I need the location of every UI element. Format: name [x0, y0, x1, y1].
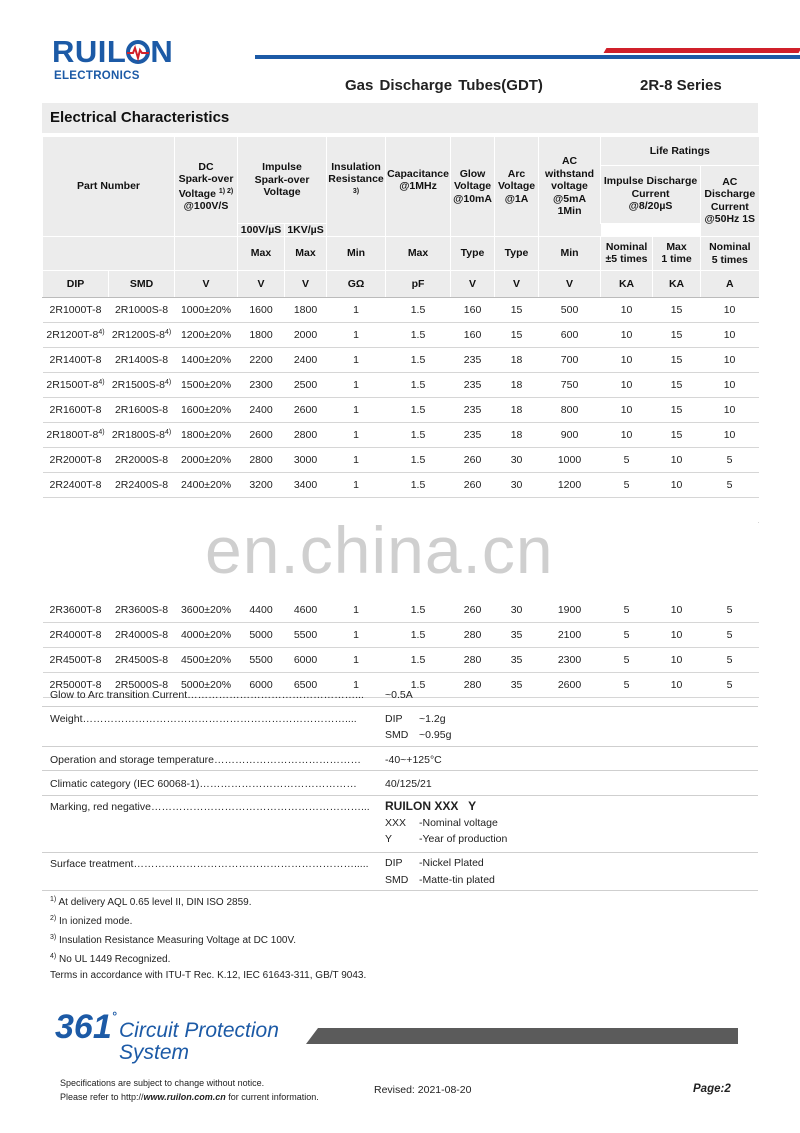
cell-nom: 5 — [601, 448, 653, 473]
cell-cap: 1.5 — [386, 348, 451, 373]
cell-ins: 1 — [327, 398, 386, 423]
cell-i100: 5500 — [238, 648, 285, 673]
cell-dip: 2R2400T-8 — [43, 473, 109, 498]
marking-label: Marking, red negative……………………………………………………... — [50, 801, 370, 813]
brand-name-left: RUIL — [52, 34, 127, 69]
cell-ac: 500 — [539, 298, 601, 323]
revised-date: Revised: 2021-08-20 — [374, 1084, 472, 1096]
cell-dc: 4500±20% — [175, 648, 238, 673]
cell-arc: 30 — [495, 598, 539, 623]
cell-ins: 1 — [327, 323, 386, 348]
cell-arc: 30 — [495, 448, 539, 473]
unit-imp100: V — [238, 271, 285, 298]
cell-smd: 2R1800S-8$^{4)}$ — [109, 423, 175, 448]
unit-max: KA — [653, 271, 701, 298]
cell-max: 15 — [653, 348, 701, 373]
brand-subtitle: ELECTRONICS — [54, 70, 140, 82]
cell-dip: 2R1600T-8 — [43, 398, 109, 423]
cell-i1k: 1800 — [285, 298, 327, 323]
weight-row — [42, 707, 758, 747]
unit-nom: KA — [601, 271, 653, 298]
cell-cap: 1.5 — [386, 598, 451, 623]
cell-i1k: 6000 — [285, 648, 327, 673]
table-row — [43, 323, 759, 348]
footer-cps-text: Circuit Protection System — [119, 1019, 279, 1064]
q-ac: Min — [539, 237, 601, 271]
cell-max: 10 — [653, 598, 701, 623]
section-title: Electrical Characteristics — [50, 109, 230, 126]
cell-nom: 5 — [601, 648, 653, 673]
cell-i1k: 2600 — [285, 398, 327, 423]
header-ac-discharge: AC Discharge Current @50Hz 1S — [701, 165, 759, 237]
table-row — [43, 648, 759, 673]
cell-dip: 2R4000T-8 — [43, 623, 109, 648]
cell-arc: 18 — [495, 398, 539, 423]
surface-dip: DIP -Nickel Plated — [385, 857, 484, 869]
cell-i100: 6000 — [238, 673, 285, 698]
surface-row — [42, 853, 758, 891]
table-row — [43, 623, 759, 648]
q-max: Max 1 time — [653, 237, 701, 271]
unit-smd: SMD — [109, 271, 175, 298]
unit-imp1k: V — [285, 271, 327, 298]
header-part-number: Part Number — [43, 137, 175, 237]
cell-acd: 10 — [701, 398, 759, 423]
cell-cap: 1.5 — [386, 473, 451, 498]
table-row — [43, 348, 759, 373]
cell-i1k: 4600 — [285, 598, 327, 623]
cell-glow: 235 — [451, 398, 495, 423]
cell-i1k: 2500 — [285, 373, 327, 398]
unit-dip: DIP — [43, 271, 109, 298]
cell-dc: 5000±20% — [175, 673, 238, 698]
cell-nom: 5 — [601, 473, 653, 498]
cell-smd: 2R4000S-8 — [109, 623, 175, 648]
cell-i100: 2400 — [238, 398, 285, 423]
cell-ins: 1 — [327, 623, 386, 648]
table-row — [43, 423, 759, 448]
page-number: Page:2 — [693, 1083, 731, 1095]
footnote: $^{1)}$ At delivery AQL 0.65 level II, DIN ISO 2859. — [50, 896, 252, 908]
cell-cap: 1.5 — [386, 673, 451, 698]
table-row — [43, 298, 759, 323]
cell-ins: 1 — [327, 448, 386, 473]
header-imp-1kv: 1KV/µS — [285, 223, 327, 237]
q-glow: Type — [451, 237, 495, 271]
marking-xxx: XXX -Nominal voltage — [385, 817, 498, 829]
cell-smd: 2R3600S-8 — [109, 598, 175, 623]
cell-smd: 2R2000S-8 — [109, 448, 175, 473]
cell-arc: 15 — [495, 323, 539, 348]
unit-ins: GΩ — [327, 271, 386, 298]
cell-dc: 1500±20% — [175, 373, 238, 398]
cell-i100: 2800 — [238, 448, 285, 473]
cell-arc: 18 — [495, 348, 539, 373]
header-rule-blue — [255, 55, 800, 59]
cell-ins: 1 — [327, 473, 386, 498]
weight-dip: DIP ~1.2g — [385, 713, 446, 725]
glow-arc-value: ~0.5A — [385, 689, 413, 701]
cell-acd: 10 — [701, 298, 759, 323]
header-insulation: Insulation Resistance $^{3)}$ — [327, 137, 386, 237]
cell-dc: 2400±20% — [175, 473, 238, 498]
cell-cap: 1.5 — [386, 648, 451, 673]
marking-row — [42, 796, 758, 853]
cell-smd: 2R2400S-8 — [109, 473, 175, 498]
cell-arc: 15 — [495, 298, 539, 323]
cell-smd: 2R1500S-8$^{4)}$ — [109, 373, 175, 398]
header-accent-red — [604, 48, 800, 53]
cell-max: 15 — [653, 298, 701, 323]
footer-note: Specifications are subject to change without notice. Please refer to http://www.ruilon.com.cn for current information. — [60, 1078, 319, 1102]
cell-nom: 5 — [601, 673, 653, 698]
cell-glow: 260 — [451, 448, 495, 473]
cell-i100: 1600 — [238, 298, 285, 323]
cell-arc: 35 — [495, 673, 539, 698]
footnote: $^{3)}$ Insulation Resistance Measuring Voltage at DC 100V. — [50, 934, 297, 946]
cell-dip: 2R1500T-8$^{4)}$ — [43, 373, 109, 398]
cell-glow: 280 — [451, 648, 495, 673]
cell-nom: 10 — [601, 423, 653, 448]
cell-smd: 2R5000S-8 — [109, 673, 175, 698]
cell-dc: 1600±20% — [175, 398, 238, 423]
brand-name-right: N — [150, 34, 174, 69]
header-arc-voltage: Arc Voltage @1A — [495, 137, 539, 237]
cell-cap: 1.5 — [386, 423, 451, 448]
cell-smd: 2R1000S-8 — [109, 298, 175, 323]
cell-ins: 1 — [327, 648, 386, 673]
header-blank-dc — [175, 237, 238, 271]
cell-cap: 1.5 — [386, 448, 451, 473]
cell-acd: 5 — [701, 598, 759, 623]
cell-ac: 900 — [539, 423, 601, 448]
terms: Terms in accordance with ITU-T Rec. K.12, IEC 61643-311, GB/T 9043. — [50, 970, 367, 981]
cell-ac: 600 — [539, 323, 601, 348]
cell-cap: 1.5 — [386, 398, 451, 423]
glow-arc-row — [42, 683, 758, 707]
cell-i1k: 3400 — [285, 473, 327, 498]
unit-glow: V — [451, 271, 495, 298]
cell-i1k: 2400 — [285, 348, 327, 373]
cell-glow: 235 — [451, 423, 495, 448]
cell-arc: 35 — [495, 623, 539, 648]
cell-arc: 18 — [495, 423, 539, 448]
cell-nom: 5 — [601, 598, 653, 623]
cell-smd: 2R1200S-8$^{4)}$ — [109, 323, 175, 348]
electrical-characteristics-table — [42, 137, 759, 698]
header-imp-100v: 100V/µS — [238, 223, 285, 237]
header-ac-withstand: AC withstand voltage @5mA 1Min — [539, 137, 601, 237]
cell-ac: 800 — [539, 398, 601, 423]
cell-i100: 3200 — [238, 473, 285, 498]
cell-i1k: 6500 — [285, 673, 327, 698]
cell-ac: 750 — [539, 373, 601, 398]
cell-acd: 5 — [701, 648, 759, 673]
q-imp1k: Max — [285, 237, 327, 271]
table-row — [43, 598, 759, 623]
cell-nom: 10 — [601, 323, 653, 348]
cell-ins: 1 — [327, 673, 386, 698]
document-title: Gas Discharge Tubes(GDT) — [345, 77, 543, 94]
cell-glow: 235 — [451, 373, 495, 398]
unit-arc: V — [495, 271, 539, 298]
cell-nom: 5 — [601, 623, 653, 648]
q-arc: Type — [495, 237, 539, 271]
cell-dip: 2R1200T-8$^{4)}$ — [43, 323, 109, 348]
cell-i100: 1800 — [238, 323, 285, 348]
cell-dc: 4000±20% — [175, 623, 238, 648]
header-capacitance: Capacitance @1MHz — [386, 137, 451, 237]
header-impulse-discharge: Impulse Discharge Current @8/20µS — [601, 165, 701, 223]
website-link[interactable]: www.ruilon.com.cn — [143, 1092, 226, 1102]
cell-i100: 2200 — [238, 348, 285, 373]
cell-ac: 700 — [539, 348, 601, 373]
surface-label: Surface treatment………………………………………………………..... — [50, 858, 369, 870]
cell-dip: 2R1800T-8$^{4)}$ — [43, 423, 109, 448]
cell-smd: 2R1400S-8 — [109, 348, 175, 373]
table-row — [43, 398, 759, 423]
cell-max: 15 — [653, 373, 701, 398]
cell-ac: 1000 — [539, 448, 601, 473]
cell-max: 10 — [653, 473, 701, 498]
cell-max: 15 — [653, 398, 701, 423]
table-row — [43, 473, 759, 498]
cell-dip: 2R1400T-8 — [43, 348, 109, 373]
header-blank — [43, 237, 175, 271]
marking-y: Y -Year of production — [385, 833, 508, 845]
cell-dc: 2000±20% — [175, 448, 238, 473]
cell-ac: 1900 — [539, 598, 601, 623]
cell-i1k: 3000 — [285, 448, 327, 473]
unit-ac: V — [539, 271, 601, 298]
q-nominal5: Nominal 5 times — [701, 237, 759, 271]
cell-max: 10 — [653, 448, 701, 473]
cell-ins: 1 — [327, 348, 386, 373]
unit-dc: V — [175, 271, 238, 298]
cell-ins: 1 — [327, 298, 386, 323]
cell-i1k: 2800 — [285, 423, 327, 448]
cell-dc: 1200±20% — [175, 323, 238, 348]
cell-max: 10 — [653, 623, 701, 648]
cell-glow: 280 — [451, 623, 495, 648]
watermark: en.china.cn — [205, 513, 554, 587]
footer-bar — [306, 1028, 738, 1044]
marking-main: RUILON XXX Y — [385, 799, 477, 813]
climatic-label: Climatic category (IEC 60068-1)……………………………………… — [50, 778, 357, 790]
cell-acd: 10 — [701, 423, 759, 448]
cell-i100: 2300 — [238, 373, 285, 398]
cell-acd: 10 — [701, 323, 759, 348]
q-nominal: Nominal ±5 times — [601, 237, 653, 271]
cell-nom: 10 — [601, 298, 653, 323]
cell-ac: 1200 — [539, 473, 601, 498]
unit-acd: A — [701, 271, 759, 298]
cell-max: 15 — [653, 323, 701, 348]
climatic-row — [42, 771, 758, 796]
temperature-row — [42, 747, 758, 771]
glow-arc-label: Glow to Arc transition Current…………………………………………... — [50, 689, 364, 701]
cell-glow: 260 — [451, 598, 495, 623]
cell-ins: 1 — [327, 373, 386, 398]
cell-smd: 2R4500S-8 — [109, 648, 175, 673]
cell-acd: 10 — [701, 348, 759, 373]
cell-dip: 2R5000T-8 — [43, 673, 109, 698]
header-life-ratings: Life Ratings — [601, 137, 759, 165]
cell-i100: 2600 — [238, 423, 285, 448]
cell-acd: 5 — [701, 623, 759, 648]
series-name: 2R-8 Series — [640, 77, 722, 94]
cell-dc: 1400±20% — [175, 348, 238, 373]
cell-dip: 2R2000T-8 — [43, 448, 109, 473]
cell-cap: 1.5 — [386, 323, 451, 348]
cell-max: 10 — [653, 648, 701, 673]
cell-ins: 1 — [327, 598, 386, 623]
cell-dc: 3600±20% — [175, 598, 238, 623]
cell-acd: 10 — [701, 373, 759, 398]
brand-logo — [52, 34, 173, 70]
surface-smd: SMD -Matte-tin plated — [385, 874, 495, 886]
header-glow-voltage: Glow Voltage @10mA — [451, 137, 495, 237]
temperature-label: Operation and storage temperature…………………………………… — [50, 754, 362, 766]
weight-smd: SMD ~0.95g — [385, 729, 452, 741]
cell-glow: 260 — [451, 473, 495, 498]
cell-ac: 2300 — [539, 648, 601, 673]
footnotes — [50, 892, 366, 984]
cell-ins: 1 — [327, 423, 386, 448]
cell-cap: 1.5 — [386, 373, 451, 398]
cell-glow: 160 — [451, 323, 495, 348]
cell-dip: 2R3600T-8 — [43, 598, 109, 623]
q-cap: Max — [386, 237, 451, 271]
cell-nom: 10 — [601, 373, 653, 398]
cell-glow: 235 — [451, 348, 495, 373]
cell-ac: 2600 — [539, 673, 601, 698]
climatic-value: 40/125/21 — [385, 778, 432, 790]
table-row — [43, 448, 759, 473]
cell-arc: 35 — [495, 648, 539, 673]
cell-ac: 2100 — [539, 623, 601, 648]
header-dc-spark: DC Spark-over Voltage $^{1) 2)}$ @100V/S — [175, 137, 238, 237]
cell-glow: 280 — [451, 673, 495, 698]
cell-i1k: 5500 — [285, 623, 327, 648]
cell-arc: 18 — [495, 373, 539, 398]
cell-nom: 10 — [601, 398, 653, 423]
heartbeat-o-icon — [126, 40, 150, 64]
cell-cap: 1.5 — [386, 623, 451, 648]
cell-acd: 5 — [701, 448, 759, 473]
cell-nom: 10 — [601, 348, 653, 373]
cell-dc: 1800±20% — [175, 423, 238, 448]
footer-361-logo: 361° — [55, 1008, 117, 1046]
footnote: $^{4)}$ No UL 1449 Recognized. — [50, 953, 171, 965]
cell-glow: 160 — [451, 298, 495, 323]
cell-dip: 2R1000T-8 — [43, 298, 109, 323]
cell-smd: 2R1600S-8 — [109, 398, 175, 423]
cell-acd: 5 — [701, 673, 759, 698]
cell-arc: 30 — [495, 473, 539, 498]
unit-cap: pF — [386, 271, 451, 298]
cell-dc: 1000±20% — [175, 298, 238, 323]
cell-max: 15 — [653, 423, 701, 448]
q-ins: Min — [327, 237, 386, 271]
cell-i1k: 2000 — [285, 323, 327, 348]
cell-dip: 2R4500T-8 — [43, 648, 109, 673]
footnote: $^{2)}$ In ionized mode. — [50, 915, 133, 927]
header-impulse-spark: Impulse Spark-over Voltage — [238, 137, 327, 223]
cell-max: 10 — [653, 673, 701, 698]
cell-i100: 5000 — [238, 623, 285, 648]
cell-cap: 1.5 — [386, 298, 451, 323]
cell-acd: 5 — [701, 473, 759, 498]
table-row — [43, 373, 759, 398]
weight-label: Weight………………………………………………………………….... — [50, 713, 357, 725]
q-imp100: Max — [238, 237, 285, 271]
cell-i100: 4400 — [238, 598, 285, 623]
temperature-value: -40~+125°C — [385, 754, 442, 766]
